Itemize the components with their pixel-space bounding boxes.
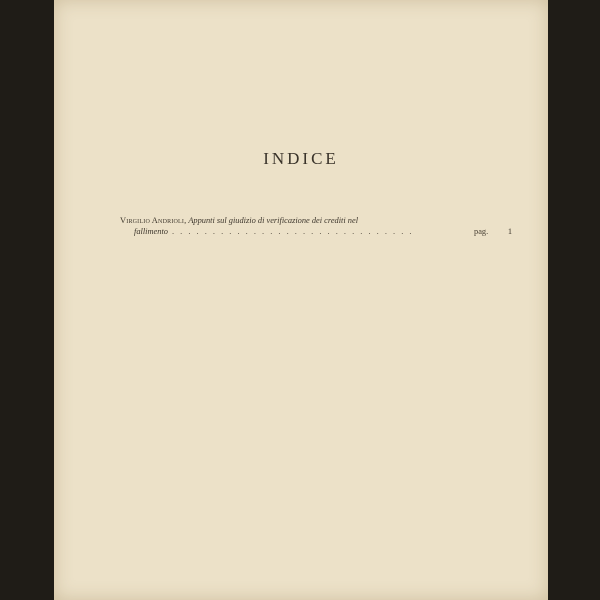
page-prefix: pag. [474,227,489,236]
entry-author: Virgilio Andrioli [120,216,185,225]
entry-text: Virgilio Andrioli, Appunti sul giudizio di verificazione dei crediti nel [120,216,359,225]
entry-title: Appunti sul giudizio di verificazione dei crediti nel [188,216,359,225]
toc-entry [120,215,512,237]
entry-title-continued: fallimento [134,227,168,236]
table-of-contents [120,215,512,241]
page-heading: INDICE [263,149,339,168]
dot-leader [172,226,470,237]
page-number: 1 [507,227,512,236]
book-page [54,0,548,600]
